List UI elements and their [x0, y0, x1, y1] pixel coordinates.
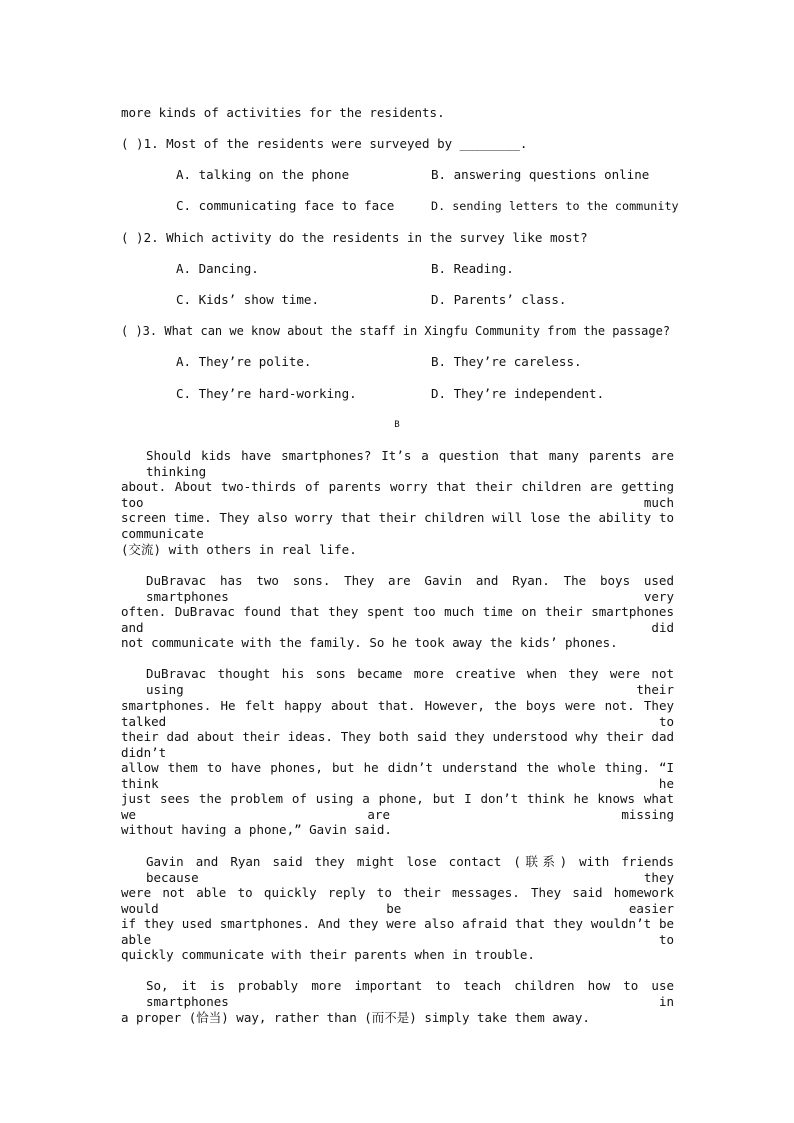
passage-line: DuBravac has two sons. They are Gavin and Ryan. The boys used smartphones very	[146, 573, 674, 604]
question-1-stem: ( )1. Most of the residents were surveyed by ________.	[121, 136, 528, 151]
passage-line: about. About two-thirds of parents worry that their children are getting too much	[121, 479, 674, 510]
passage-line: without having a phone,” Gavin said.	[121, 822, 392, 837]
question-2-option-a: A. Dancing.	[176, 261, 259, 276]
passage-line: not communicate with the family. So he took away the kids’ phones.	[121, 635, 618, 650]
passage-line: DuBravac thought his sons became more creative when they were not using their	[146, 666, 674, 697]
passage-line: (交流) with others in real life.	[121, 542, 357, 557]
question-2-option-b: B. Reading.	[431, 261, 514, 276]
passage-line: Should kids have smartphones? It’s a question that many parents are thinking	[146, 448, 674, 479]
passage-line: if they used smartphones. And they were also afraid that they wouldn’t be able to	[121, 916, 674, 947]
question-3-option-d: D. They’re independent.	[431, 386, 605, 401]
question-3-option-b: B. They’re careless.	[431, 354, 582, 369]
passage-line: So, it is probably more important to teach children how to use smartphones in	[146, 978, 674, 1009]
question-1-option-b: B. answering questions online	[431, 167, 650, 182]
question-1-option-d: D. sending letters to the community	[431, 199, 679, 213]
passage-line: quickly communicate with their parents when in trouble.	[121, 947, 535, 962]
question-3-option-c: C. They’re hard-working.	[176, 386, 357, 401]
question-2-stem: ( )2. Which activity do the residents in the survey like most?	[121, 230, 588, 245]
passage-line: screen time. They also worry that their children will lose the ability to communicate	[121, 510, 674, 541]
passage-line: just sees the problem of using a phone, but I don’t think he knows what we are missing	[121, 791, 674, 822]
question-1-option-a: A. talking on the phone	[176, 167, 350, 182]
passage-line: Gavin and Ryan said they might lose contact (联系) with friends because they	[146, 854, 674, 885]
passage-line: a proper (恰当) way, rather than (而不是) simply take them away.	[121, 1010, 590, 1025]
passage-line: often. DuBravac found that they spent too much time on their smartphones and did	[121, 604, 674, 635]
question-1-option-c: C. communicating face to face	[176, 198, 395, 213]
question-2-option-c: C. Kids’ show time.	[176, 292, 319, 307]
question-3-stem: ( )3. What can we know about the staff in Xingfu Community from the passage?	[121, 324, 671, 338]
passage-line: allow them to have phones, but he didn’t understand the whole thing. “I think he	[121, 760, 674, 791]
passage-line: were not able to quickly reply to their messages. They said homework would be easier	[121, 885, 674, 916]
section-b-title: B	[394, 420, 400, 430]
question-3-option-a: A. They’re polite.	[176, 354, 312, 369]
intro-tail-text: more kinds of activities for the residents.	[121, 105, 445, 120]
question-2-option-d: D. Parents’ class.	[431, 292, 567, 307]
passage-line: their dad about their ideas. They both said they understood why their dad didn’t	[121, 729, 674, 760]
passage-line: smartphones. He felt happy about that. However, the boys were not. They talked to	[121, 698, 674, 729]
